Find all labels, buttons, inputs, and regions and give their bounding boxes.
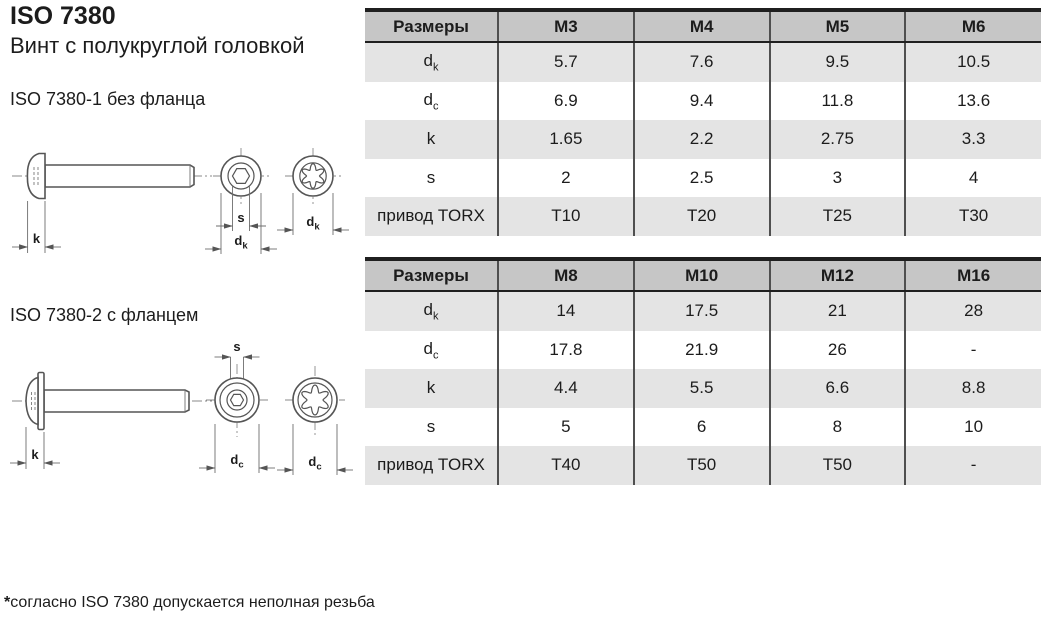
row-label: $d_c$ bbox=[423, 338, 439, 361]
value-cell: 10 bbox=[905, 408, 1041, 447]
table-row bbox=[365, 291, 1041, 331]
value-cell: 5.5 bbox=[634, 369, 770, 408]
value-cell: 8.8 bbox=[905, 369, 1041, 408]
table-sizes-m8-m16 bbox=[365, 257, 1041, 485]
value-cell: T10 bbox=[498, 197, 634, 236]
value-cell: T25 bbox=[770, 197, 906, 236]
row-label: k bbox=[426, 378, 436, 398]
screw-shank bbox=[45, 165, 194, 187]
value-cell: 5 bbox=[498, 408, 634, 447]
value-cell: 4.4 bbox=[498, 369, 634, 408]
page-title: ISO 7380 bbox=[10, 2, 116, 30]
dim-label-k: k bbox=[32, 231, 41, 246]
page-subtitle: Винт с полукруглой головкой bbox=[10, 33, 305, 58]
header-cell-size: M12 bbox=[770, 259, 906, 291]
side-view-no-flange bbox=[12, 154, 212, 254]
dim-label-s: s bbox=[233, 339, 241, 354]
table-row bbox=[365, 82, 1041, 121]
value-cell: 2.2 bbox=[634, 120, 770, 159]
value-cell: T30 bbox=[905, 197, 1041, 236]
row-label: $d_c$ bbox=[423, 89, 439, 112]
dim-dc bbox=[277, 424, 353, 475]
value-cell: 10.5 bbox=[905, 42, 1041, 82]
screw-head bbox=[26, 378, 38, 425]
head-outer-circle bbox=[293, 156, 333, 196]
value-cell: 21 bbox=[770, 291, 906, 331]
hex-socket-view bbox=[205, 148, 277, 254]
dim-s bbox=[215, 339, 260, 382]
header-cell-size: M4 bbox=[634, 10, 770, 42]
dim-k bbox=[12, 201, 61, 253]
value-cell: T50 bbox=[634, 446, 770, 485]
torx-socket-view bbox=[277, 148, 349, 235]
dim-label-k: k bbox=[31, 447, 39, 462]
side-view-flange bbox=[10, 373, 212, 470]
header-cell-size: M16 bbox=[905, 259, 1041, 291]
table-row bbox=[365, 42, 1041, 82]
value-cell: 4 bbox=[905, 159, 1041, 198]
header-cell-size: M10 bbox=[634, 259, 770, 291]
row-label: привод TORX bbox=[377, 206, 485, 226]
screw-head bbox=[27, 154, 45, 199]
dim-label-dk: $d_k$ bbox=[234, 233, 248, 252]
dim-label-dc: $d_c$ bbox=[230, 452, 244, 471]
torx-socket-view bbox=[277, 366, 353, 475]
section-label-iso7380-2: ISO 7380-2 с фланцем bbox=[10, 305, 199, 325]
value-cell: 17.5 bbox=[634, 291, 770, 331]
footnote bbox=[4, 594, 375, 612]
drawing-iso7380-2 bbox=[8, 336, 360, 501]
value-cell: 17.8 bbox=[498, 331, 634, 370]
footnote-text: согласно ISO 7380 допускается неполная резьба bbox=[10, 594, 375, 611]
table-row bbox=[365, 369, 1041, 408]
table-row bbox=[365, 408, 1041, 447]
value-cell: - bbox=[905, 331, 1041, 370]
value-cell: 6.6 bbox=[770, 369, 906, 408]
row-label: s bbox=[426, 416, 436, 436]
section-label-iso7380-1: ISO 7380-1 без фланца bbox=[10, 89, 206, 109]
table-row bbox=[365, 197, 1041, 236]
value-cell: 21.9 bbox=[634, 331, 770, 370]
hex-socket-view bbox=[199, 339, 275, 473]
value-cell: 5.7 bbox=[498, 42, 634, 82]
footnote-asterisk: * bbox=[4, 594, 11, 611]
table-row bbox=[365, 120, 1041, 159]
value-cell: 11.8 bbox=[770, 82, 906, 121]
value-cell: 3 bbox=[770, 159, 906, 198]
flange bbox=[38, 373, 44, 430]
header-cell-size: M3 bbox=[498, 10, 634, 42]
head-outer-circle bbox=[221, 156, 261, 196]
value-cell: 6.9 bbox=[498, 82, 634, 121]
table-sizes-m3-m6 bbox=[365, 8, 1041, 236]
value-cell: 1.65 bbox=[498, 120, 634, 159]
table-row bbox=[365, 331, 1041, 370]
dim-label-s: s bbox=[237, 210, 245, 225]
row-label: привод TORX bbox=[377, 455, 485, 475]
flange-outer-circle bbox=[215, 378, 259, 422]
value-cell: 2 bbox=[498, 159, 634, 198]
value-cell: T40 bbox=[498, 446, 634, 485]
value-cell: 2.75 bbox=[770, 120, 906, 159]
dim-label-dk: $d_k$ bbox=[306, 214, 320, 233]
header-cell-sizes: Размеры bbox=[365, 259, 498, 291]
value-cell: 3.3 bbox=[905, 120, 1041, 159]
value-cell: 26 bbox=[770, 331, 906, 370]
table-row bbox=[365, 159, 1041, 198]
value-cell: 7.6 bbox=[634, 42, 770, 82]
value-cell: 28 bbox=[905, 291, 1041, 331]
row-label: s bbox=[426, 167, 436, 187]
row-label: $d_k$ bbox=[423, 300, 439, 323]
value-cell: 6 bbox=[634, 408, 770, 447]
header-row bbox=[365, 10, 1041, 42]
value-cell: 9.5 bbox=[770, 42, 906, 82]
value-cell: 13.6 bbox=[905, 82, 1041, 121]
drawing-iso7380-1 bbox=[8, 138, 360, 260]
table-row bbox=[365, 446, 1041, 485]
value-cell: 9.4 bbox=[634, 82, 770, 121]
header-cell-size: M5 bbox=[770, 10, 906, 42]
value-cell: - bbox=[905, 446, 1041, 485]
dim-k bbox=[10, 427, 60, 469]
value-cell: 14 bbox=[498, 291, 634, 331]
dim-label-dc: $d_c$ bbox=[308, 454, 322, 473]
row-label: k bbox=[426, 129, 436, 149]
header-cell-sizes: Размеры bbox=[365, 10, 498, 42]
row-label: $d_k$ bbox=[423, 51, 439, 74]
value-cell: 2.5 bbox=[634, 159, 770, 198]
header-row bbox=[365, 259, 1041, 291]
screw-shank bbox=[44, 390, 189, 412]
header-cell-size: M6 bbox=[905, 10, 1041, 42]
value-cell: T20 bbox=[634, 197, 770, 236]
value-cell: T50 bbox=[770, 446, 906, 485]
dim-dk bbox=[277, 193, 349, 235]
header-cell-size: M8 bbox=[498, 259, 634, 291]
value-cell: 8 bbox=[770, 408, 906, 447]
